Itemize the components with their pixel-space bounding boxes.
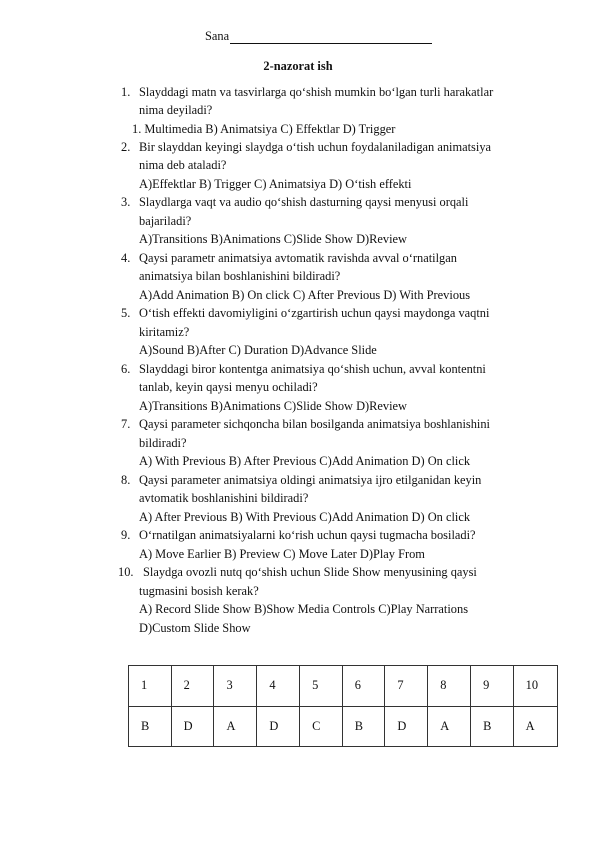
page-title: 2-nazorat ish [263,59,333,73]
question-text-line: Qaysi parametr animatsiya avtomatik ravishda avval o‘rnatilgan [139,251,457,265]
question-number: 4. [121,251,131,265]
question-options: A) Record Slide Show B)Show Media Controls C)Play Narrations [139,602,469,616]
question-text-line: nima deb ataladi? [139,158,227,172]
answer-table-answer-row [129,706,558,747]
table-cell: 9 [471,666,514,707]
question-text-line: Slaydlarga vaqt va audio qo‘shish dasturning qaysi menyusi orqali [139,195,469,209]
table-cell: D [257,706,300,747]
table-cell: A [428,706,471,747]
question-text-line: nima deyiladi? [139,103,213,117]
question-text-line: Slayddagi biror kontentga animatsiya qo‘shish uchun, avval kontentni [139,362,486,376]
question-text-line: O‘tish effekti davomiyligini o‘zgartirish uchun qaysi maydonga vaqtni [139,306,490,320]
table-cell: A [513,706,557,747]
table-cell: B [129,706,172,747]
question-options: A)Add Animation B) On click C) After Previous D) With Previous [139,288,471,302]
table-cell: B [342,706,385,747]
table-cell: B [471,706,514,747]
answer-key-table [128,665,558,747]
question-number: 6. [121,362,131,376]
question-number: 10. [118,565,134,579]
question-text-line: O‘rnatilgan animatsiyalarni ko‘rish uchun qaysi tugmacha bosiladi? [139,528,476,542]
question-text-line: bajariladi? [139,214,192,228]
question-text-line: kiritamiz? [139,325,190,339]
question-options-continued: D)Custom Slide Show [139,621,251,635]
question-number: 3. [121,195,131,209]
question-options: A) After Previous B) With Previous C)Add Animation D) On click [139,510,471,524]
question-text-line: Qaysi parameter sichqoncha bilan bosilganda animatsiya boshlanishini [139,417,490,431]
question-number: 9. [121,528,131,542]
answer-table-number-row [129,666,558,707]
question-options: A) With Previous B) After Previous C)Add Animation D) On click [139,454,471,468]
table-cell: D [171,706,214,747]
question-options: A) Move Earlier B) Preview C) Move Later D)Play From [139,547,425,561]
question-text-line: tugmasini bosish kerak? [139,584,259,598]
table-cell: 7 [385,666,428,707]
table-cell: 2 [171,666,214,707]
table-cell: A [214,706,257,747]
table-cell: C [300,706,343,747]
question-options: 1. Multimedia B) Animatsiya C) Effektlar D) Trigger [132,122,396,136]
question-options: A)Transitions B)Animations C)Slide Show D)Review [139,399,408,413]
question-text-line: bildiradi? [139,436,187,450]
table-cell: 8 [428,666,471,707]
table-cell: 3 [214,666,257,707]
question-number: 2. [121,140,131,154]
date-field [205,29,432,44]
date-blank-line [230,31,432,44]
table-cell: 6 [342,666,385,707]
question-text-line: Slayddagi matn va tasvirlarga qo‘shish mumkin bo‘lgan turli harakatlar [139,85,494,99]
question-options: A)Effektlar B) Trigger C) Animatsiya D) O‘tish effekti [139,177,412,191]
question-number: 7. [121,417,131,431]
question-options: A)Transitions B)Animations C)Slide Show D)Review [139,232,408,246]
question-text-line: Qaysi parameter animatsiya oldingi animatsiya ijro etilganidan keyin [139,473,482,487]
date-label: Sana [205,29,230,43]
table-cell: 1 [129,666,172,707]
table-cell: D [385,706,428,747]
question-text-line: Slaydga ovozli nutq qo‘shish uchun Slide Show menyusining qaysi [143,565,477,579]
question-text-line: animatsiya bilan boshlanishini bildiradi? [139,269,341,283]
table-cell: 5 [300,666,343,707]
question-number: 5. [121,306,131,320]
question-text-line: Bir slayddan keyingi slaydga o‘tish uchun foydalaniladigan animatsiya [139,140,492,154]
table-cell: 4 [257,666,300,707]
question-text-line: tanlab, keyin qaysi menyu ochiladi? [139,380,318,394]
question-text-line: avtomatik boshlanishini bildiradi? [139,491,309,505]
table-cell: 10 [513,666,557,707]
question-number: 8. [121,473,131,487]
question-options: A)Sound B)After C) Duration D)Advance Slide [139,343,377,357]
question-number: 1. [121,85,131,99]
